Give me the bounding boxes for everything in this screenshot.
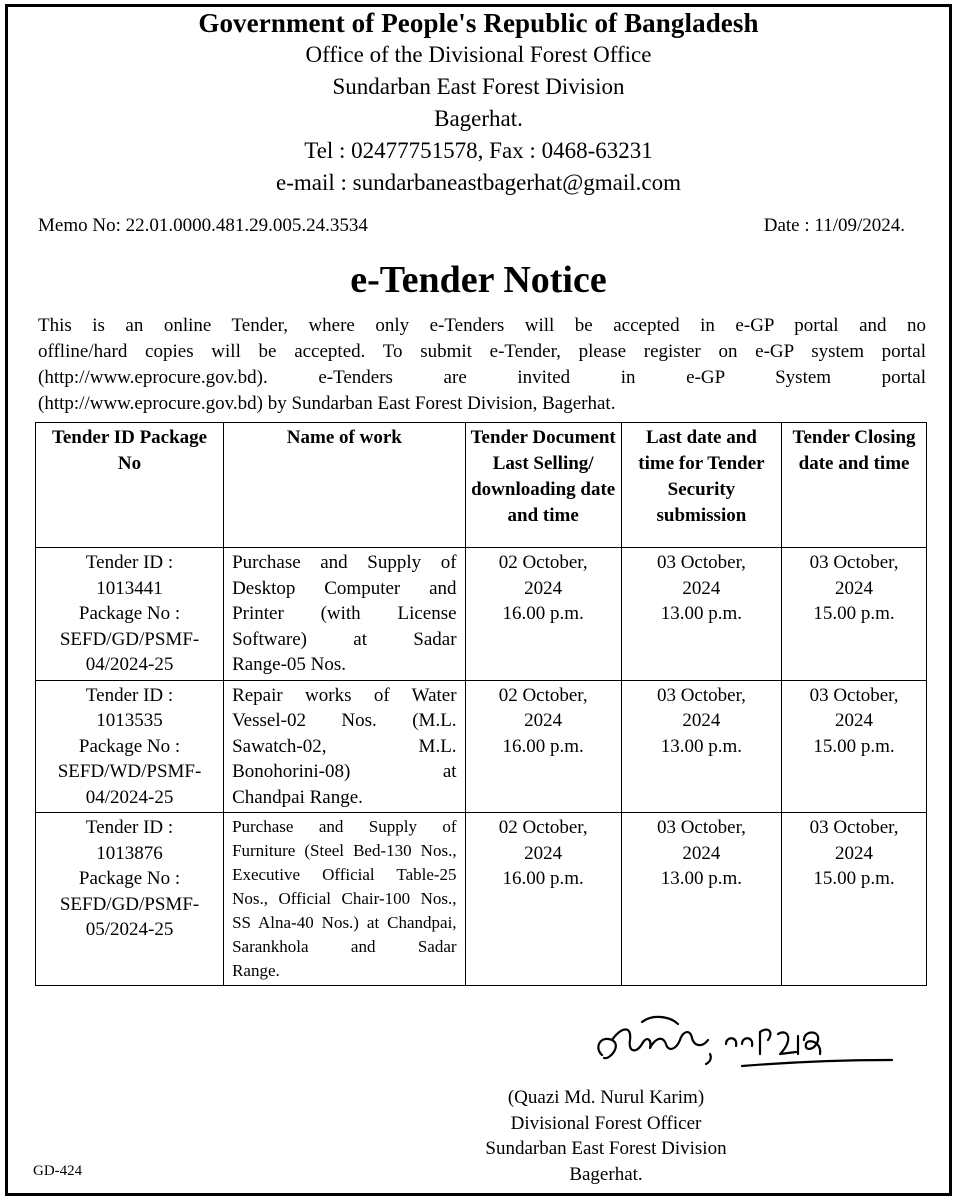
tender-table (35, 422, 927, 986)
header-tender-id: Tender ID Package No (36, 423, 224, 548)
tender-id-cell: Tender ID : 1013535 Package No : SEFD/WD/PSMF- 04/2024-25 (36, 680, 224, 813)
intro-line: offline/hard copies will be accepted. To submit e-Tender, please register on e-GP system portal (38, 341, 926, 362)
security-date-cell: 03 October, 2024 13.00 p.m. (621, 680, 781, 813)
office-name: Office of the Divisional Forest Office (305, 42, 652, 67)
intro-line: (http://www.eprocure.gov.bd) by Sundarban East Forest Division, Bagerhat. (38, 393, 616, 414)
office-location: Bagerhat. (434, 106, 523, 131)
header-name-of-work: Name of work (224, 423, 466, 548)
work-cell: Purchase and Supply of Furniture (Steel Bed-130 Nos., Executive Official Table-25 Nos., Official Chair-100 Nos., SS Alna-40 Nos.) at Chandpai, Sarankhola and Sadar Range. (224, 813, 466, 986)
signatory-block (456, 1085, 756, 1187)
contact-numbers: Tel : 02477751578, Fax : 0468-63231 (304, 138, 653, 163)
signatory-designation: Divisional Forest Officer (510, 1112, 702, 1134)
handwritten-signature (592, 1010, 902, 1080)
work-cell: Repair works of Water Vessel-02 Nos. (M.L. Sawatch-02, M.L. Bonohorini-08) at Chandpai Range. (224, 680, 466, 813)
document-date-cell: 02 October, 2024 16.00 p.m. (465, 548, 621, 681)
tender-id-cell: Tender ID : 1013876 Package No : SEFD/GD/PSMF- 05/2024-25 (36, 813, 224, 986)
signatory-name: (Quazi Md. Nurul Karim) (507, 1087, 705, 1108)
memo-number: Memo No: 22.01.0000.481.29.005.24.3534 (38, 215, 368, 236)
division-name: Sundarban East Forest Division (332, 74, 625, 99)
intro-line: (http://www.eprocure.gov.bd). e-Tenders are invited in e-GP System portal (38, 367, 926, 388)
table-row (36, 813, 927, 986)
contact-email: e-mail : sundarbaneastbagerhat@gmail.com (275, 170, 681, 195)
work-cell: Purchase and Supply of Desktop Computer and Printer (with License Software) at Sadar Range-05 Nos. (224, 548, 466, 681)
closing-date-cell: 03 October, 2024 15.00 p.m. (782, 813, 927, 986)
table-row (36, 548, 927, 681)
signatory-location: Bagerhat. (569, 1163, 643, 1185)
table-row (36, 680, 927, 813)
signatory-division: Sundarban East Forest Division (485, 1138, 727, 1159)
memo-date: Date : 11/09/2024. (763, 215, 905, 236)
tender-id-cell: Tender ID : 1013441 Package No : SEFD/GD/PSMF- 04/2024-25 (36, 548, 224, 681)
intro-line: This is an online Tender, where only e-Tenders will be accepted in e-GP portal and no (38, 315, 926, 336)
header-document-selling: Tender Document Last Selling/ downloading date and time (465, 423, 621, 548)
document-date-cell: 02 October, 2024 16.00 p.m. (465, 680, 621, 813)
closing-date-cell: 03 October, 2024 15.00 p.m. (782, 680, 927, 813)
footer-code: GD-424 (33, 1163, 83, 1179)
intro-paragraph (38, 313, 926, 417)
security-date-cell: 03 October, 2024 13.00 p.m. (621, 813, 781, 986)
notice-title: e-Tender Notice (350, 259, 607, 301)
document-date-cell: 02 October, 2024 16.00 p.m. (465, 813, 621, 986)
header-security-submission: Last date and time for Tender Security submission (621, 423, 781, 548)
table-header-row (36, 423, 927, 548)
closing-date-cell: 03 October, 2024 15.00 p.m. (782, 548, 927, 681)
header-closing-date: Tender Closing date and time (782, 423, 927, 548)
government-title: Government of People's Republic of Bangladesh (198, 8, 759, 38)
security-date-cell: 03 October, 2024 13.00 p.m. (621, 548, 781, 681)
